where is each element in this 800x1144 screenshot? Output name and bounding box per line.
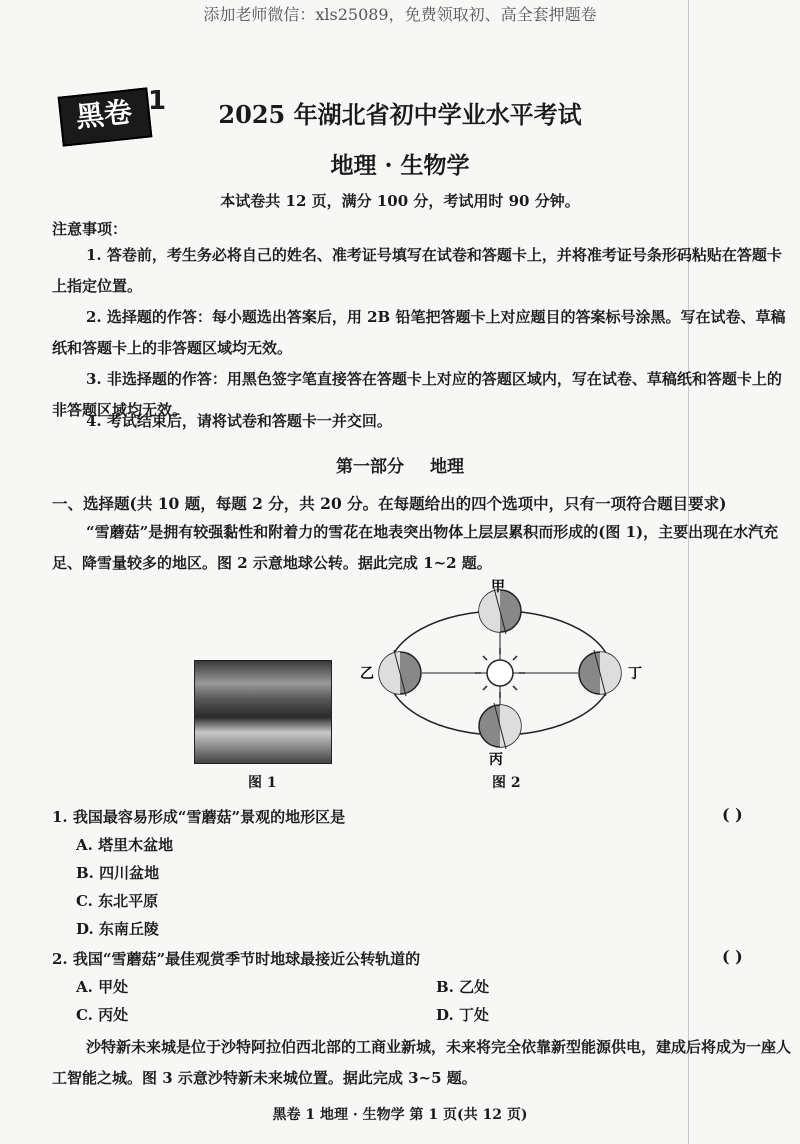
section-part: 第一部分 bbox=[336, 457, 405, 477]
badge-number: 1 bbox=[148, 86, 167, 116]
question-1-answer-box: ( ) bbox=[722, 805, 743, 824]
question-1-option-c: C. 东北平原 bbox=[76, 892, 159, 910]
notice-item-1: 1. 答卷前，考生务必将自己的姓名、准考证号填写在试卷和答题卡上，并将准考证号条形码粘贴在答题卡上指定位置。 bbox=[52, 246, 782, 295]
question-2-option-b: B. 乙处 bbox=[436, 978, 490, 996]
question-2-option-c: C. 丙处 bbox=[76, 1006, 129, 1024]
notice-item-4: 4. 考试结束后，请将试卷和答题卡一并交回。 bbox=[86, 412, 392, 430]
question-2-answer-box: ( ) bbox=[722, 947, 743, 966]
label-jia: 甲 bbox=[491, 579, 505, 595]
question-2-option-a: A. 甲处 bbox=[76, 978, 129, 996]
passage-2: 沙特新未来城是位于沙特阿拉伯西北部的工商业新城，未来将完全依靠新型能源供电，建成后将成为一座人工智能之城。图 3 示意沙特新未来城位置。据此完成 3~5 题。 bbox=[52, 1038, 792, 1087]
notice-item-3: 3. 非选择题的作答：用黑色签字笔直接答在答题卡上对应的答题区域内，写在试卷、草稿纸和答题卡上的非答题区域均无效。 bbox=[52, 370, 782, 419]
question-1-option-a: A. 塔里木盆地 bbox=[76, 836, 174, 854]
passage-1: “雪蘑菇”是拥有较强黏性和附着力的雪花在地表突出物体上层层累积而形成的(图 1)，主要出现在水汽充足、降雪量较多的地区。图 2 示意地球公转。据此完成 1~2 题。 bbox=[52, 523, 779, 572]
notice-heading: 注意事项： bbox=[52, 220, 128, 238]
watermark-text: 添加老师微信：xls25089，免费领取初、高全套押题卷 bbox=[203, 5, 597, 24]
earth-orbit-diagram bbox=[360, 578, 660, 768]
choice-heading: 一、选择题(共 10 题，每题 2 分，共 20 分。在每题给出的四个选项中，只有一项符合题目要求) bbox=[52, 494, 727, 513]
page-subtitle: 地理 · 生物学 bbox=[330, 152, 470, 179]
label-bing: 丙 bbox=[489, 752, 503, 768]
earth-right-icon bbox=[579, 650, 621, 696]
earth-left-icon bbox=[379, 650, 421, 696]
question-2-stem: 2. 我国“雪蘑菇”最佳观赏季节时地球最接近公转轨道的 bbox=[52, 950, 421, 968]
exam-info: 本试卷共 12 页，满分 100 分，考试用时 90 分钟。 bbox=[220, 192, 580, 210]
badge-label: 黑卷 bbox=[74, 95, 134, 134]
page-footer: 黑卷 1 地理 · 生物学 第 1 页(共 12 页) bbox=[272, 1107, 528, 1123]
notice-item-2: 2. 选择题的作答：每小题选出答案后，用 2B 铅笔把答题卡上对应题目的答案标号涂黑。写在试卷、草稿纸和答题卡上的非答题区域均无效。 bbox=[52, 308, 786, 357]
question-1-option-d: D. 东南丘陵 bbox=[76, 920, 159, 938]
figure-2-caption: 图 2 bbox=[492, 775, 521, 791]
question-2-option-d: D. 丁处 bbox=[436, 1006, 489, 1024]
figure-1-caption: 图 1 bbox=[248, 775, 277, 791]
label-ding: 丁 bbox=[628, 666, 642, 682]
section-heading bbox=[0, 452, 800, 477]
question-1-option-b: B. 四川盆地 bbox=[76, 864, 160, 882]
page-title: 2025 年湖北省初中学业水平考试 bbox=[218, 100, 582, 129]
question-1-stem: 1. 我国最容易形成“雪蘑菇”景观的地形区是 bbox=[52, 808, 346, 826]
snow-mushroom-photo bbox=[194, 660, 332, 764]
section-subject: 地理 bbox=[429, 457, 464, 477]
label-yi: 乙 bbox=[360, 666, 374, 682]
earth-bottom-icon bbox=[479, 703, 521, 749]
